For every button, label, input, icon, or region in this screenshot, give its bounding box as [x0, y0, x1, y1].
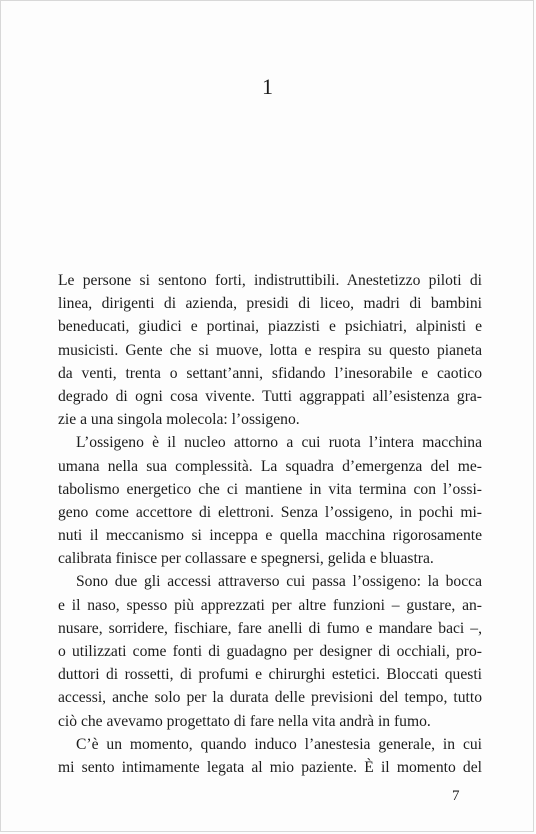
- text-line: nusare, sorridere, fischiare, fare anelli di fumo e mandare baci –,: [58, 619, 482, 637]
- text-line: Le persone si sentono forti, indistruttibili. Anestetizzo piloti di: [58, 272, 482, 289]
- text-line: accessi, anche solo per la durata delle previsioni del tempo, tutto: [58, 689, 482, 707]
- paragraph: [58, 431, 482, 570]
- text-line: e il naso, spesso più apprezzati per altre funzioni – gustare, an-: [58, 596, 482, 614]
- paragraph: [58, 269, 482, 431]
- text-line: zie a una singola molecola: l’ossigeno.: [58, 411, 300, 429]
- text-line: degrado di ogni cosa vivente. Tutti aggrappati all’esistenza gra-: [58, 387, 482, 405]
- text-line: musicisti. Gente che si muove, lotta e respira su questo pianeta: [58, 341, 482, 359]
- text-line: ciò che avevamo progettato di fare nella vita andrà in fumo.: [58, 712, 431, 730]
- chapter-number: 1: [262, 74, 274, 99]
- text-line: L’ossigeno è il nucleo attorno a cui ruota l’intera macchina: [76, 434, 482, 452]
- text-line: calibrata finisce per collassare e spegnersi, gelida e bluastra.: [58, 550, 434, 568]
- text-line: o utilizzati come fonti di guadagno per designer di occhiali, pro-: [58, 643, 482, 660]
- page-number: 7: [452, 788, 460, 804]
- text-line: duttori di rossetti, di profumi e chirurghi estetici. Bloccati questi: [58, 666, 482, 684]
- text-line: beneducati, giudici e portinai, piazzisti e psichiatri, alpinisti e: [58, 318, 482, 336]
- text-line: tabolismo energetico che ci mantiene in vita termina con l’ossi-: [58, 480, 482, 498]
- text-line: linea, dirigenti di azienda, presidi di liceo, madri di bambini: [58, 295, 482, 313]
- paragraph: [58, 733, 482, 779]
- text-line: mi sento intimamente legata al mio paziente. È il momento del: [58, 758, 482, 776]
- text-line: C’è un momento, quando induco l’anestesia generale, in cui: [76, 735, 482, 753]
- paragraph: [58, 570, 482, 732]
- text-line: geno come accettore di elettroni. Senza l’ossigeno, in pochi mi-: [58, 503, 482, 521]
- text-line: umana nella sua complessità. La squadra d’emergenza del me-: [58, 457, 482, 475]
- text-line: da venti, trenta o settant’anni, sfidando l’inesorabile e caotico: [58, 364, 482, 382]
- text-line: nuti il meccanismo si inceppa e quella macchina rigorosamente: [58, 527, 482, 545]
- body-text: [58, 269, 482, 779]
- text-line: Sono due gli accessi attraverso cui passa l’ossigeno: la bocca: [76, 573, 482, 591]
